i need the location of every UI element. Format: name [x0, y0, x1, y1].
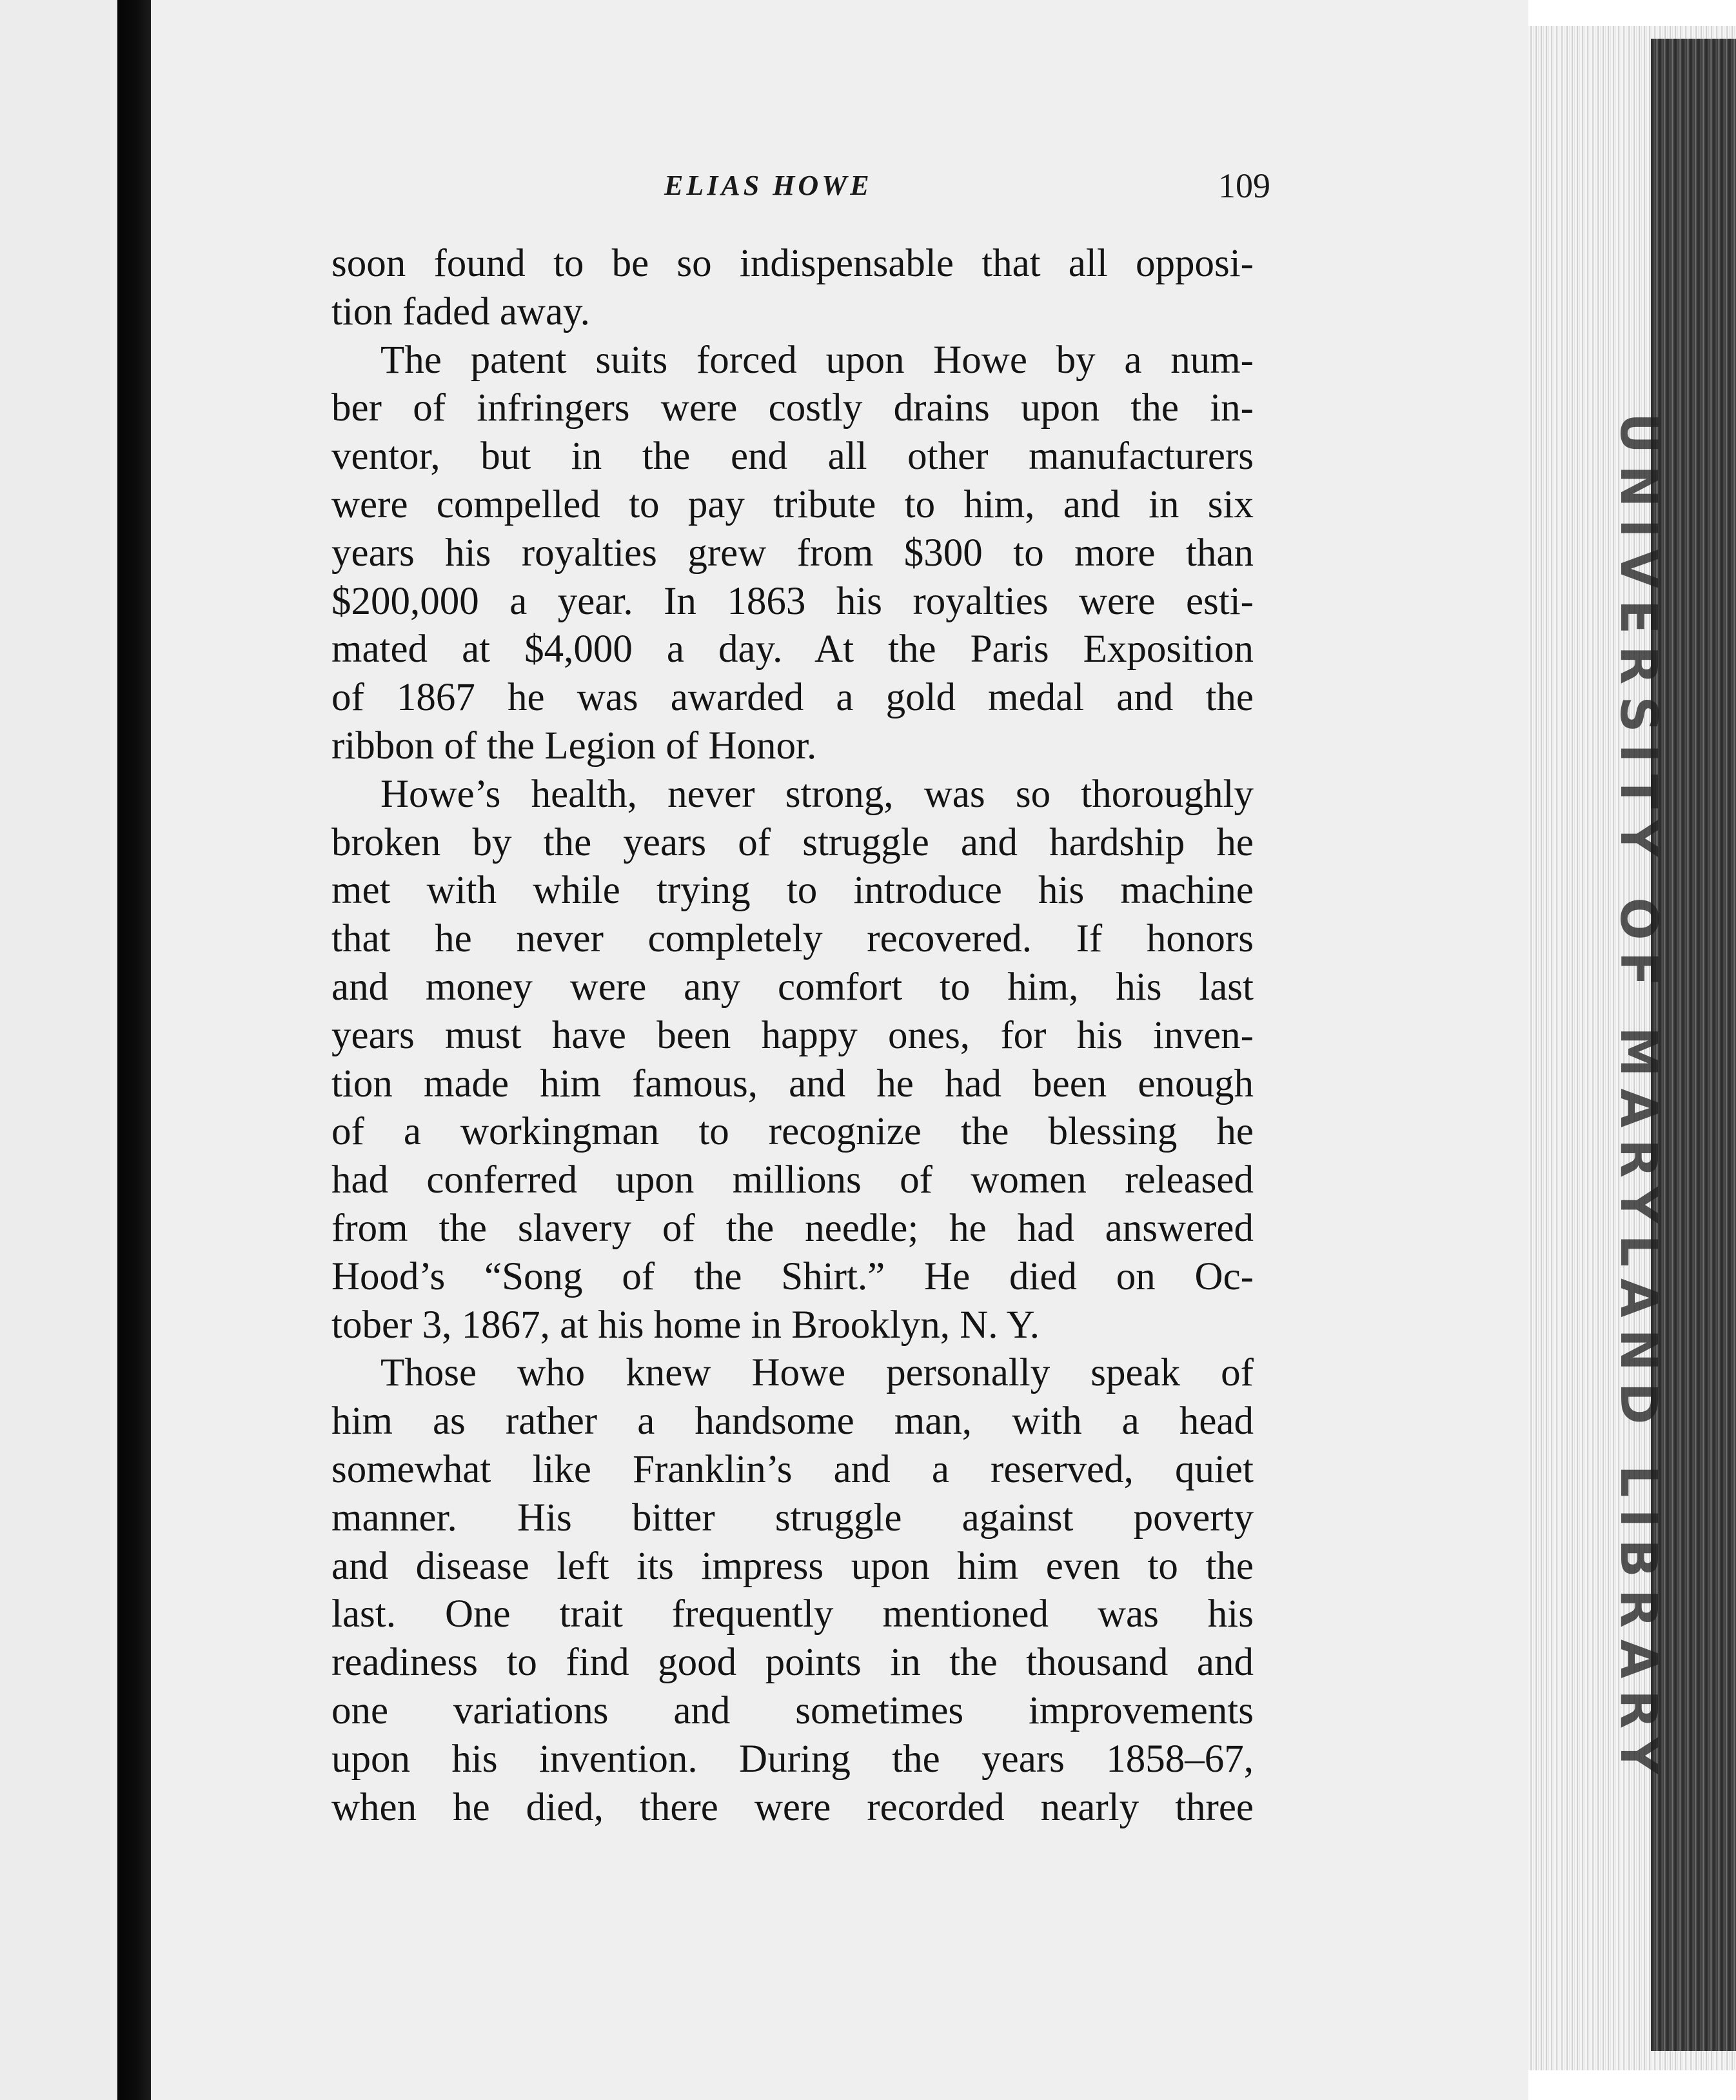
text-line: years his royalties grew from $300 to more than [331, 531, 1254, 575]
text-line: ribbon of the Legion of Honor. [331, 724, 817, 768]
text-line: were compelled to pay tribute to him, and in six [331, 482, 1254, 526]
page-number: 109 [1218, 166, 1270, 205]
text-line: somewhat like Franklin’s and a reserved, quiet [331, 1447, 1254, 1491]
paragraph [331, 1349, 1254, 1832]
text-line: upon his invention. During the years 1858–67, [331, 1737, 1254, 1781]
text-line: soon found to be so indispensable that all opposi- [331, 242, 1254, 285]
body-text [331, 240, 1254, 1832]
paragraph [331, 240, 1254, 337]
running-head-title: ELIAS HOWE [664, 170, 873, 201]
paragraph [331, 771, 1254, 1350]
text-line: Howe’s health, never strong, was so thoroughly [380, 772, 1254, 816]
text-line: manner. His bitter struggle against poverty [331, 1496, 1254, 1540]
book-gutter [117, 0, 151, 2100]
text-line: one variations and sometimes improvements [331, 1689, 1254, 1732]
library-edge-stamp [1609, 413, 1667, 1786]
text-line: tion made him famous, and he had been enough [331, 1062, 1254, 1105]
text-line: mated at $4,000 a day. At the Paris Exposition [331, 628, 1254, 671]
text-line: tober 3, 1867, at his home in Brooklyn, N. Y. [331, 1303, 1040, 1347]
left-page-sliver [0, 0, 117, 2100]
text-line: ber of infringers were costly drains upon the in- [331, 386, 1254, 430]
text-line: of 1867 he was awarded a gold medal and the [331, 676, 1254, 720]
text-line: tion faded away. [331, 290, 590, 333]
text-line: The patent suits forced upon Howe by a num- [380, 338, 1254, 382]
text-line: when he died, there were recorded nearly three [331, 1785, 1254, 1829]
text-line: that he never completely recovered. If honors [331, 917, 1254, 961]
text-line: last. One trait frequently mentioned was his [331, 1592, 1254, 1636]
library-edge-stamp-text: UNIVERSITY OF MARYLAND LIBRARY [1609, 413, 1667, 1786]
text-line: ventor, but in the end all other manufacturers [331, 435, 1254, 479]
text-line: readiness to find good points in the thousand and [331, 1641, 1254, 1685]
paragraph [331, 337, 1254, 771]
text-line: of a workingman to recognize the blessing he [331, 1110, 1254, 1154]
text-line: him as rather a handsome man, with a head [331, 1400, 1254, 1443]
text-line: had conferred upon millions of women released [331, 1158, 1254, 1202]
text-line: met with while trying to introduce his machine [331, 869, 1254, 913]
text-line: Hood’s “Song of the Shirt.” He died on Oc- [331, 1254, 1254, 1298]
text-line: and disease left its impress upon him even to the [331, 1544, 1254, 1588]
text-line: from the slavery of the needle; he had answered [331, 1206, 1254, 1250]
text-line: $200,000 a year. In 1863 his royalties were esti- [331, 579, 1254, 623]
text-line: years must have been happy ones, for his inven- [331, 1013, 1254, 1057]
text-line: broken by the years of struggle and hardship he [331, 820, 1254, 864]
text-line: Those who knew Howe personally speak of [380, 1351, 1254, 1395]
text-line: and money were any comfort to him, his last [331, 965, 1254, 1009]
